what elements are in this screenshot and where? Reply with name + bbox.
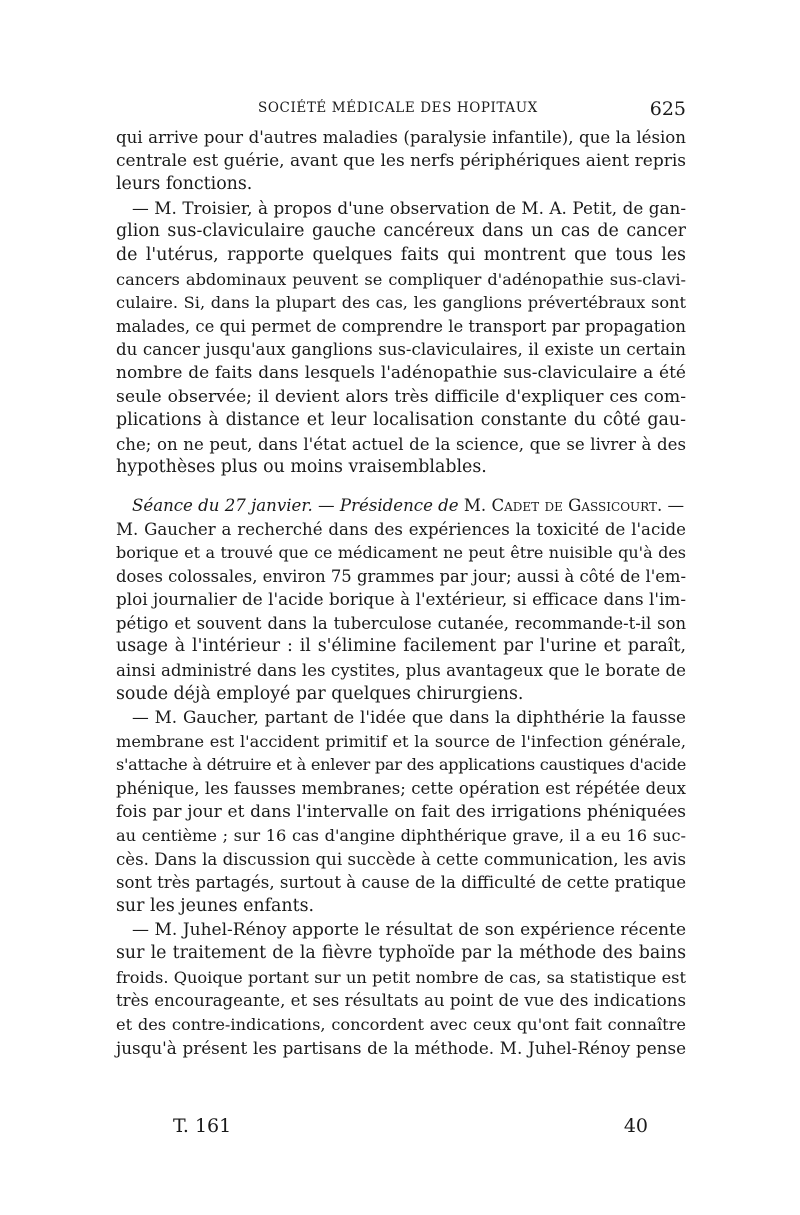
text-line: très encourageante, et ses résultats au point de vue des indications xyxy=(116,991,686,1011)
text-line: doses colossales, environ 75 grammes par jour; aussi à côté de l'em- xyxy=(116,566,686,586)
text-line: ploi journalier de l'acide borique à l'extérieur, si efficace dans l'im- xyxy=(116,589,686,610)
session-heading xyxy=(116,494,686,518)
text-line: leurs fonctions. xyxy=(116,174,253,195)
text-line: glion sus-claviculaire gauche cancéreux dans un cas de cancer xyxy=(116,221,686,242)
text-line: cancers abdominaux peuvent se compliquer d'adénopathie sus-clavi- xyxy=(116,269,686,289)
session-dash: — xyxy=(318,495,335,515)
volume-signature: T. 161 xyxy=(173,1115,232,1137)
text-line: seule observée; il devient alors très difficile d'expliquer ces com- xyxy=(116,386,686,407)
text-line: M. Gaucher a recherché dans des expériences la toxicité de l'acide xyxy=(116,519,686,539)
seance-label: Séance du xyxy=(132,495,220,515)
text-line: froids. Quoique portant sur un petit nombre de cas, sa statistique est xyxy=(116,967,686,987)
text-line: au centième ; sur 16 cas d'angine diphthérique grave, il a eu 16 suc- xyxy=(116,826,686,846)
text-line: soude déjà employé par quelques chirurgiens. xyxy=(116,683,524,704)
text-line: nombre de faits dans lesquels l'adénopathie sus-claviculaire a été xyxy=(116,362,686,383)
text-line: borique et a trouvé que ce médicament ne peut être nuisible qu'à des xyxy=(116,543,686,563)
text-line: membrane est l'accident primitif et la source de l'infection générale, xyxy=(116,731,686,751)
running-title: SOCIÉTÉ MÉDICALE DES HOPITAUX xyxy=(258,100,538,116)
text-line: sur les jeunes enfants. xyxy=(116,896,315,916)
text-line: usage à l'intérieur : il s'élimine facilement par l'urine et paraît, xyxy=(116,636,686,657)
text-line: cès. Dans la discussion qui succède à cette communication, les avis xyxy=(116,849,686,869)
text-line: culaire. Si, dans la plupart des cas, les ganglions prévertébraux sont xyxy=(116,293,686,313)
text-line: pétigo et souvent dans la tuberculose cutanée, recommande-t-il son xyxy=(116,613,686,633)
text-line: ainsi administré dans les cystites, plus avantageux que le borate de xyxy=(116,661,686,681)
signature-number: 40 xyxy=(623,1115,648,1137)
text-line: sur le traitement de la fièvre typhoïde par la méthode des bains xyxy=(116,943,686,964)
text-line: hypothèses plus ou moins vraisemblables. xyxy=(116,457,487,478)
page-footer xyxy=(116,1115,686,1145)
text-line: che; on ne peut, dans l'état actuel de la science, que se livrer à des xyxy=(116,434,686,454)
text-line: sont très partagés, surtout à cause de la difficulté de cette pratique xyxy=(116,873,687,893)
text-line: malades, ce qui permet de comprendre le transport par propagation xyxy=(116,316,686,336)
president-title: M. xyxy=(463,495,487,515)
text-line: de l'utérus, rapporte quelques faits qui montrent que tous les xyxy=(116,244,686,265)
text-line: — M. Troisier, à propos d'une observation de M. A. Petit, de gan- xyxy=(132,197,686,218)
text-line: — M. Gaucher, partant de l'idée que dans la diphthérie la fausse xyxy=(132,707,686,728)
text-line: et des contre-indications, concordent avec ceux qu'ont fait connaître xyxy=(116,1014,686,1034)
text-line: — M. Juhel-Rénoy apporte le résultat de son expérience récente xyxy=(132,919,686,940)
session-dash-end: — xyxy=(667,495,685,515)
text-line: s'attache à détruire et à enlever par des applications caustiques d'acide xyxy=(116,755,686,775)
text-line: fois par jour et dans l'intervalle on fait des irrigations phéniquées xyxy=(116,801,686,822)
text-line: qui arrive pour d'autres maladies (paralysie infantile), que la lésion xyxy=(116,128,686,147)
body-text xyxy=(116,126,686,1060)
text-line: phénique, les fausses membranes; cette opération est répétée deux xyxy=(116,779,686,799)
text-line: jusqu'à présent les partisans de la méthode. M. Juhel-Rénoy pense xyxy=(116,1037,686,1058)
text-line: du cancer jusqu'aux ganglions sus-claviculaires, il existe un certain xyxy=(116,340,686,360)
presidence-label: Présidence de xyxy=(339,495,459,515)
text-line: plications à distance et leur localisation constante du côté gau- xyxy=(116,410,686,431)
president-name: Cadet de Gassicourt. xyxy=(491,495,663,515)
running-head xyxy=(116,98,686,124)
page-number: 625 xyxy=(649,98,686,120)
session-date: 27 janvier. xyxy=(224,495,313,515)
text-line: centrale est guérie, avant que les nerfs périphériques aient repris xyxy=(116,150,686,171)
